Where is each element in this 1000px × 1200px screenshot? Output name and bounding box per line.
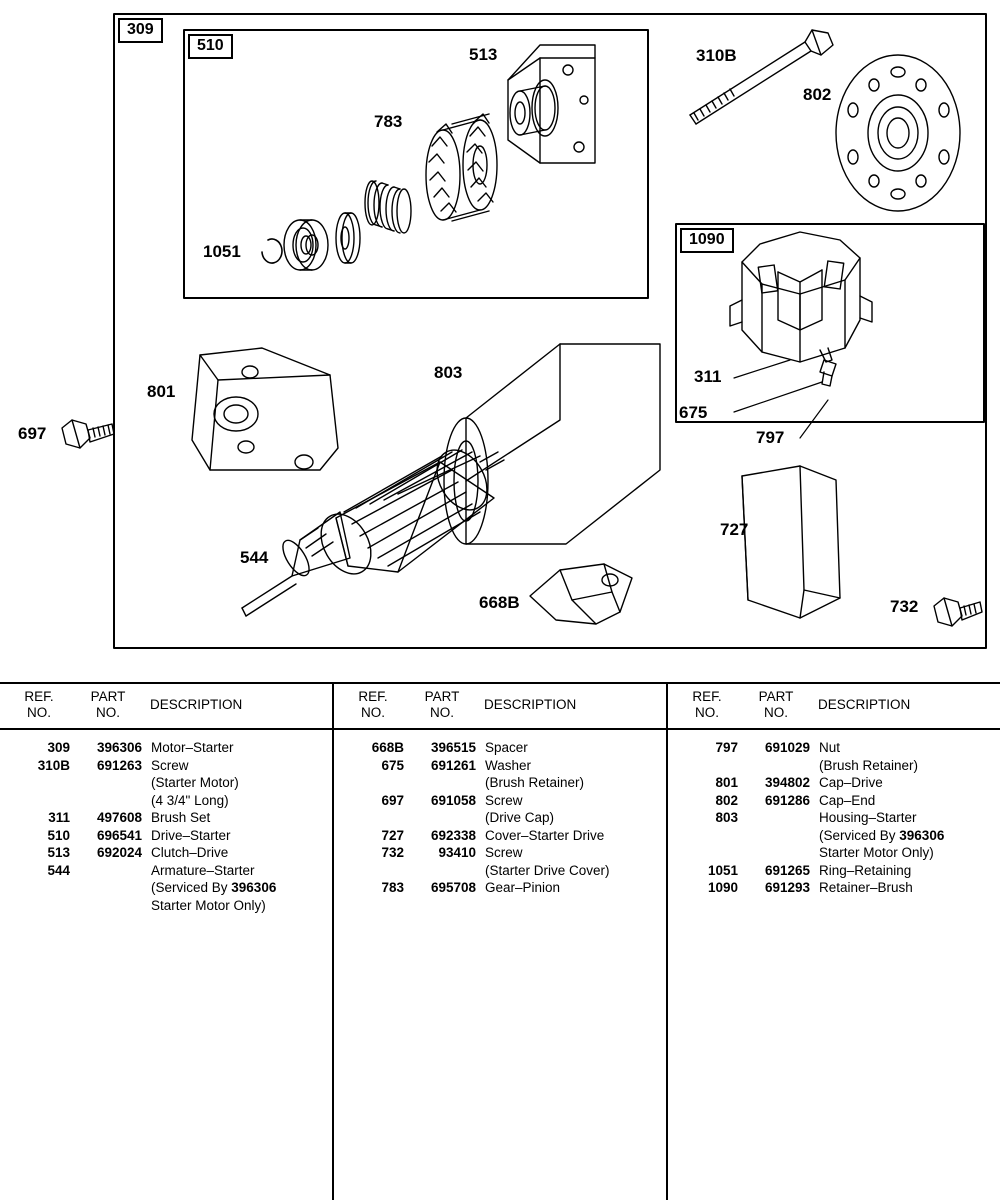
cell-description: Ring–Retaining — [819, 862, 912, 878]
cell-description: Starter Motor Only) — [819, 845, 934, 860]
cell-part-no: 691286 — [764, 792, 810, 808]
cell-description: Drive–Starter — [151, 827, 231, 843]
header-part-no — [738, 689, 814, 720]
cell-ref-no — [676, 844, 738, 862]
parts-rows-3 — [668, 730, 1000, 897]
cell-ref-no: 510 — [47, 827, 70, 843]
callout-box-label-309: 309 — [118, 18, 163, 43]
cell-description: Gear–Pinion — [485, 880, 561, 895]
table-row — [334, 827, 666, 845]
cell-ref-no: 309 — [47, 740, 70, 755]
cell-part-no: 692338 — [430, 827, 476, 843]
cell-part-no — [70, 879, 142, 897]
cell-ref-no — [342, 809, 404, 827]
table-row — [0, 862, 332, 880]
cell-part-no: 497608 — [96, 810, 142, 825]
cell-part-no — [404, 774, 476, 792]
parts-rows-1 — [0, 730, 332, 914]
cell-description: (Drive Cap) — [485, 810, 555, 825]
table-row — [0, 827, 332, 845]
cell-description: (Serviced By 396306 — [819, 827, 945, 843]
table-row — [0, 897, 332, 915]
header-ref-no — [676, 689, 738, 720]
table-row — [334, 844, 666, 862]
cell-part-no: 691265 — [764, 862, 810, 878]
cell-part-no — [70, 862, 142, 880]
cell-part-no: 691261 — [430, 757, 476, 773]
cell-description: Spacer — [485, 740, 528, 755]
table-row — [0, 739, 332, 757]
cell-ref-no: 544 — [47, 862, 70, 878]
cell-description: Screw — [151, 757, 189, 773]
cell-ref-no: 310B — [37, 757, 70, 773]
cell-ref-no: 1090 — [707, 880, 738, 895]
cell-description: Motor–Starter — [151, 740, 234, 755]
cell-part-no: 692024 — [96, 845, 142, 860]
parts-rows-2 — [334, 730, 666, 897]
table-row — [668, 739, 1000, 757]
cell-part-no: 93410 — [438, 845, 476, 860]
cell-ref-no: 675 — [381, 757, 404, 773]
callout-783: 783 — [374, 112, 403, 131]
cell-part-no — [404, 809, 476, 827]
table-row — [334, 862, 666, 880]
table-row — [334, 757, 666, 775]
cell-ref-no — [8, 879, 70, 897]
callout-801: 801 — [147, 382, 176, 401]
callout-544: 544 — [240, 548, 269, 567]
callout-797: 797 — [756, 428, 785, 447]
header-ref-no — [342, 689, 404, 720]
cell-ref-no: 668B — [371, 740, 404, 755]
cell-part-no: 695708 — [430, 880, 476, 895]
cell-description: (4 3/4" Long) — [151, 792, 229, 808]
cell-description: (Serviced By 396306 — [151, 880, 277, 895]
cell-description: Starter Motor Only) — [151, 897, 266, 913]
callout-668b: 668B — [479, 593, 520, 612]
cell-part-no — [738, 757, 810, 775]
table-row — [334, 809, 666, 827]
cell-description: Cap–End — [819, 792, 876, 808]
cell-ref-no — [676, 757, 738, 775]
cell-ref-no: 697 — [381, 792, 404, 808]
cell-part-no: 691058 — [430, 792, 476, 808]
cell-description: Screw — [485, 792, 523, 808]
cell-ref-no: 513 — [47, 845, 70, 860]
header-description: DESCRIPTION — [484, 697, 577, 712]
cell-ref-no: 783 — [381, 880, 404, 895]
cell-part-no: 691263 — [96, 757, 142, 773]
cell-ref-no — [8, 774, 70, 792]
header-part-no — [70, 689, 146, 720]
table-row — [0, 809, 332, 827]
cell-ref-no: 803 — [715, 810, 738, 825]
cell-part-no — [70, 774, 142, 792]
cell-description: Retainer–Brush — [819, 880, 913, 895]
parts-table-column-3 — [666, 684, 1000, 1200]
cell-ref-no — [8, 897, 70, 915]
header-ref-line2: NO. — [694, 704, 719, 720]
cell-ref-no — [676, 827, 738, 845]
table-row — [0, 844, 332, 862]
header-description: DESCRIPTION — [818, 697, 911, 712]
header-part-line2: NO. — [95, 704, 120, 720]
cell-ref-no: 802 — [715, 792, 738, 808]
cell-description: (Starter Motor) — [151, 775, 239, 790]
callout-1051: 1051 — [203, 242, 241, 261]
header-part-line1: PART — [424, 689, 460, 704]
table-row — [668, 844, 1000, 862]
cell-ref-no: 1051 — [707, 862, 738, 878]
cell-description: Housing–Starter — [819, 810, 917, 825]
header-part-line2: NO. — [763, 704, 788, 720]
cell-part-no: 396515 — [430, 740, 476, 755]
cell-ref-no — [8, 792, 70, 810]
column-header-1 — [0, 684, 332, 730]
callout-675: 675 — [679, 403, 708, 422]
cell-ref-no: 732 — [381, 845, 404, 860]
cell-description: Clutch–Drive — [151, 845, 229, 860]
cell-ref-no: 727 — [381, 827, 404, 843]
callout-803: 803 — [434, 363, 463, 382]
cell-ref-no — [342, 774, 404, 792]
cell-ref-no: 311 — [48, 810, 70, 825]
callout-802: 802 — [803, 85, 832, 104]
table-row — [334, 879, 666, 897]
header-ref-no — [8, 689, 70, 720]
cell-part-no — [70, 792, 142, 810]
callout-727: 727 — [720, 520, 749, 539]
header-description: DESCRIPTION — [150, 697, 243, 712]
cell-part-no: 394802 — [764, 775, 810, 790]
cell-part-no — [70, 897, 142, 915]
column-header-3 — [668, 684, 1000, 730]
cell-ref-no: 801 — [715, 775, 738, 790]
table-row — [334, 739, 666, 757]
cell-description: Cap–Drive — [819, 775, 883, 790]
cell-description: (Brush Retainer) — [819, 757, 919, 773]
cell-description: Screw — [485, 845, 523, 860]
callout-311: 311 — [694, 367, 722, 386]
header-ref-line2: NO. — [360, 704, 385, 720]
cell-part-no — [738, 809, 810, 827]
table-row — [668, 792, 1000, 810]
table-row — [668, 809, 1000, 827]
cell-description: (Brush Retainer) — [485, 775, 585, 790]
cell-part-no — [738, 827, 810, 845]
cell-description: Nut — [819, 740, 841, 755]
table-row — [668, 862, 1000, 880]
column-header-2 — [334, 684, 666, 730]
header-ref-line1: REF. — [358, 689, 388, 704]
table-row — [668, 757, 1000, 775]
cell-part-no: 696541 — [96, 827, 142, 843]
parts-table-column-2 — [332, 684, 666, 1200]
cell-part-no — [404, 862, 476, 880]
cell-part-no: 691029 — [764, 740, 810, 755]
cell-part-no: 396306 — [96, 740, 142, 755]
table-row — [334, 774, 666, 792]
cell-description: Brush Set — [151, 810, 211, 825]
table-row — [0, 879, 332, 897]
cell-description: Armature–Starter — [151, 862, 255, 878]
table-row — [0, 757, 332, 775]
cell-description: (Starter Drive Cover) — [485, 862, 610, 878]
callout-697: 697 — [18, 424, 47, 443]
header-ref-line1: REF. — [24, 689, 54, 704]
callout-732: 732 — [890, 597, 919, 616]
cell-ref-no — [342, 862, 404, 880]
cell-part-no — [738, 844, 810, 862]
header-part-line1: PART — [90, 689, 126, 704]
header-part-line1: PART — [758, 689, 794, 704]
cell-description: Washer — [485, 757, 532, 773]
parts-table-column-1 — [0, 684, 332, 1200]
callout-513: 513 — [469, 45, 498, 64]
table-row — [668, 879, 1000, 897]
table-row — [0, 774, 332, 792]
callout-310b: 310B — [696, 46, 737, 65]
parts-table — [0, 682, 1000, 1200]
table-row — [334, 792, 666, 810]
table-row — [668, 827, 1000, 845]
cell-part-no: 691293 — [764, 880, 810, 895]
callout-box-label-1090: 1090 — [680, 228, 734, 253]
table-row — [0, 792, 332, 810]
callout-box-label-510: 510 — [188, 34, 233, 59]
header-ref-line1: REF. — [692, 689, 722, 704]
header-part-line2: NO. — [429, 704, 454, 720]
table-row — [668, 774, 1000, 792]
header-ref-line2: NO. — [26, 704, 51, 720]
cell-description: Cover–Starter Drive — [485, 827, 605, 843]
header-part-no — [404, 689, 480, 720]
cell-ref-no: 797 — [715, 740, 738, 755]
